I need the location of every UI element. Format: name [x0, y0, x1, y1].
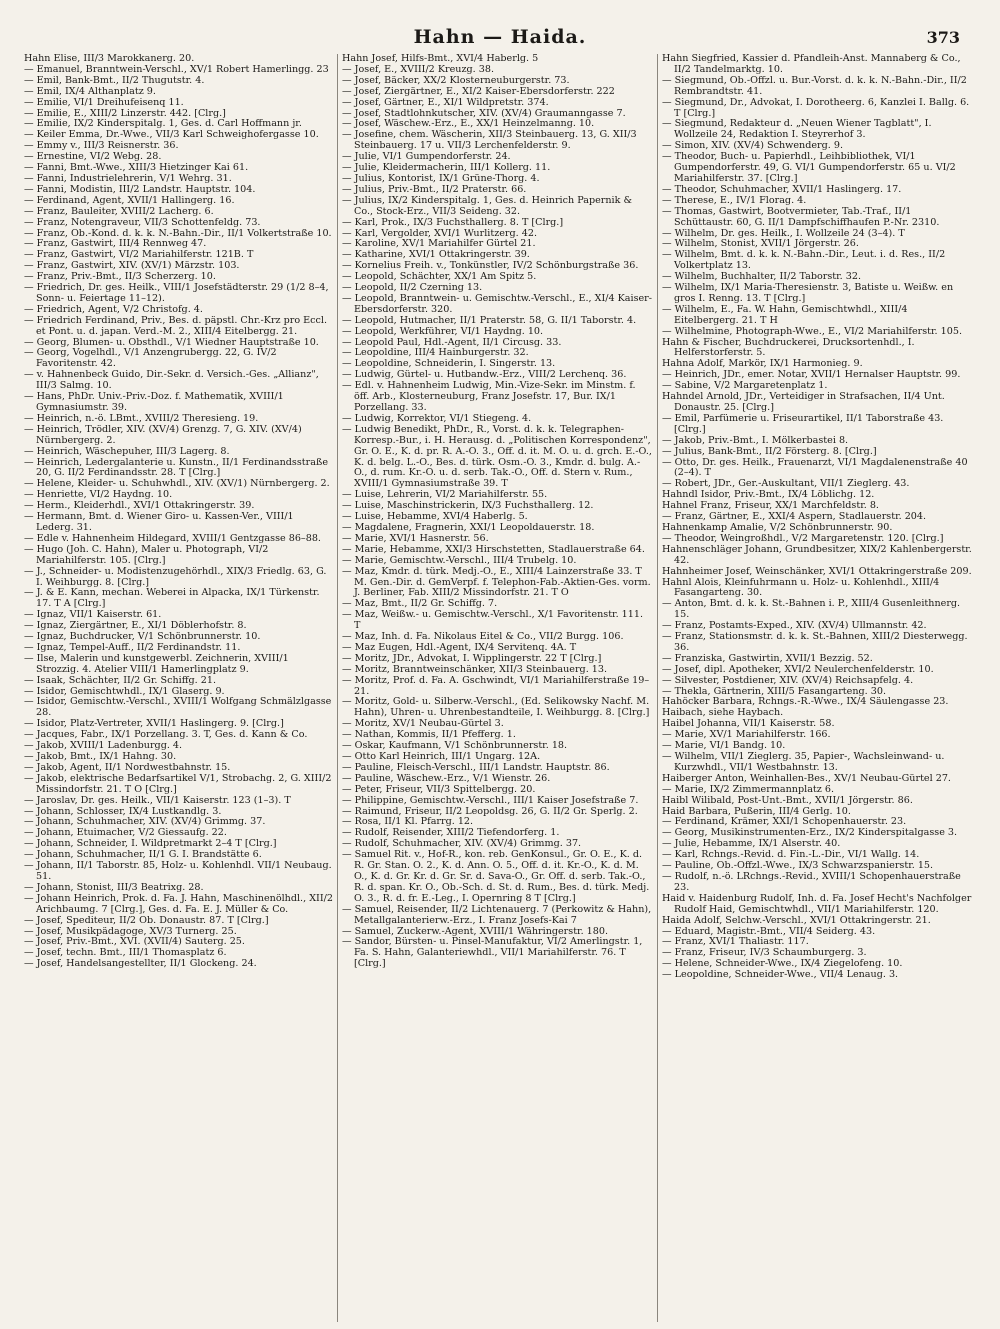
directory-entry: — Karl, Vergolder, XVI/1 Wurlitzerg. 42.: [342, 227, 538, 239]
directory-entry: — Heinrich, n.-ö. LBmt., XVIII/2 Theresieng. 19.: [24, 412, 259, 424]
directory-entry: — Rudolf, n.-ö. LRchngs.-Revid., XVIII/1 Schopenhauerstraße 23.: [662, 870, 961, 893]
directory-entry: — Karl, Rchngs.-Revid. d. Fin.-L.-Dir., VI/1 Wallg. 14.: [662, 849, 920, 861]
directory-entry: — Theodor, Weingroßhdl., V/2 Margaretenstr. 120. [Clrg.]: [662, 532, 944, 544]
directory-entry: — Josef, Ziergärtner, E., XI/2 Kaiser-Ebersdorferstr. 222: [342, 85, 615, 97]
directory-entry: — Jakob, elektrische Bedarfsartikel V/1, Strobachg. 2, G. XIII/2 Missindorfstr. 21. T O [Clrg.]: [24, 772, 332, 795]
directory-entry: — Jaroslav, Dr. ges. Heilk., VII/1 Kaiserstr. 123 (1–3). T: [24, 794, 291, 806]
directory-entry: — Wilhelmine, Photograph-Wwe., E., VI/2 Mariahilferstr. 105.: [662, 325, 963, 337]
directory-entry: — Emmy v., III/3 Reisnerstr. 36.: [24, 140, 179, 152]
directory-entry: Haida Adolf, Selchw.-Verschl., XVI/1 Ottakringerstr. 21.: [662, 914, 931, 926]
directory-entry: — Franz, Postamts-Exped., XIV. (XV/4) Ullmannstr. 42.: [662, 620, 927, 632]
directory-entry: — Moritz, Branntweinschänker, XII/3 Steinbauerg. 13.: [342, 663, 608, 675]
directory-entry: — Jakob, XVIII/1 Ladenburgg. 4.: [24, 740, 183, 752]
directory-entry: — Marie, XV/1 Mariahilferstr. 166.: [662, 729, 831, 741]
directory-entry: — Heinrich, JDr., emer. Notar, XVII/1 Hernalser Hauptstr. 99.: [662, 369, 961, 381]
directory-entry: — Jacques, Fabr., IX/1 Porzellang. 3. T, Ges. d. Kann & Co.: [24, 729, 308, 741]
directory-entry: — Isaak, Schächter, II/2 Gr. Schiffg. 21.: [24, 674, 217, 686]
directory-entry: — Isidor, Gemischtw.-Verschl., XVIII/1 Wolfgang Schmälzlgasse 28.: [24, 696, 332, 719]
directory-entry: — Georg, Blumen- u. Obsthdl., V/1 Wiedner Hauptstraße 10.: [24, 336, 319, 348]
directory-entry: — Isidor, Platz-Vertreter, XVII/1 Haslingerg. 9. [Clrg.]: [24, 718, 284, 730]
directory-entry: Hahn Siegfried, Kassier d. Pfandleih-Anst. Mannaberg & Co., II/2 Tandelmarktg. 10.: [662, 54, 961, 75]
directory-entry: — Samuel, Zuckerw.-Agent, XVIII/1 Währingerstr. 180.: [342, 925, 609, 937]
directory-entry: — Ignaz, Tempel-Auff., II/2 Ferdinandstr. 11.: [24, 641, 241, 653]
directory-entry: — Franz, Notengraveur, VII/3 Schottenfeldg. 73.: [24, 216, 261, 228]
directory-entry: — Josef, dipl. Apotheker, XVI/2 Neulerchenfelderstr. 10.: [662, 663, 934, 675]
directory-entry: — Johann, Schuhmacher, XIV. (XV/4) Grimmg. 37.: [24, 816, 266, 828]
directory-entry: — Kornelius Freih. v., Tonkünstler, IV/2 Schönburgstraße 36.: [342, 260, 639, 272]
directory-entry: — Siegmund, Ob.-Offzl. u. Bur.-Vorst. d. k. k. N.-Bahn.-Dir., II/2 Rembrandtstr. 41.: [662, 74, 967, 97]
directory-entry: — Marie, Gemischtw.-Verschl., III/4 Trubelg. 10.: [342, 554, 577, 566]
directory-entry: — Ignaz, Ziergärtner, E., XI/1 Döblerhofstr. 8.: [24, 620, 247, 632]
column-3: [662, 54, 972, 1322]
directory-entry: — Magdalene, Fragnerin, XXI/1 Leopoldauerstr. 18.: [342, 521, 595, 533]
directory-entry: — Moritz, Prof. d. Fa. A. Gschwindt, VI/1 Mariahilferstraße 19–21.: [342, 674, 650, 697]
directory-entry: — Emanuel, Branntwein-Verschl., XV/1 Robert Hamerlingg. 23: [24, 63, 329, 75]
column-1: [24, 54, 334, 1322]
directory-entry: — Pauline, Ob.-Offzl.-Wwe., IX/3 Schwarzspanierstr. 15.: [662, 860, 934, 872]
directory-entry: — Robert, JDr., Ger.-Auskultant, VII/1 Zieglerg. 43.: [662, 478, 910, 490]
directory-entry: — Ludwig Benedikt, PhDr., R., Vorst. d. k. k. Telegraphen-Korresp.-Bur., i. H. Herausg. d. „Politischen Korrespondenz", Gr. O. E., K. d. pr. R. A.-O. 3., Off. d. it. M. O. u. d. grch. E.-O., K. d. belg. L.-O., Bes. d. türk. Osm.-O. 3., Kmdr. d. bulg. A.-O., d. rum. Kr.-O. u. d. serb. Tak.-O., Off. d. Stern v. Rum., XVIII/1 Gymnasiumstraße 39. T: [342, 423, 652, 490]
directory-entry: — Leopold, Werkführer, VI/1 Haydng. 10.: [342, 325, 544, 337]
directory-entry: — Rudolf, Reisender, XIII/2 Tiefendorferg. 1.: [342, 827, 560, 839]
directory-entry: — Wilhelm, Dr. ges. Heilk., I. Wollzeile 24 (3–4). T: [662, 227, 905, 239]
directory-entry: — Luise, Lehrerin, VI/2 Mariahilferstr. 55.: [342, 489, 548, 501]
directory-entry: — Jakob, Agent, II/1 Nordwestbahnstr. 15.: [24, 761, 231, 773]
directory-entry: — Hans, PhDr. Univ.-Priv.-Doz. f. Mathematik, XVIII/1 Gymnasiumstr. 39.: [24, 391, 284, 413]
directory-entry: — Franz, Gastwirt, III/4 Rennweg 47.: [24, 238, 207, 250]
directory-entry: — Franz, Stationsmstr. d. k. k. St.-Bahnen, XIII/2 Diesterwegg. 36.: [662, 631, 968, 653]
directory-entry: — Wilhelm, E., Fa. W. Hahn, Gemischtwhdl., XIII/4 Eitelbergerg. 21. T H: [662, 303, 908, 326]
directory-entry: — Samuel, Reisender, II/2 Lichtenauerg. 7 (Perkowitz & Hahn), Metallgalanterierw.-Erz., I. Franz Josefs-Kai 7: [342, 903, 652, 926]
directory-entry: — Franz, Gastwirt, XIV. (XV/1) Märzstr. 103.: [24, 260, 240, 272]
directory-entry: Hahna Adolf, Markör, IX/1 Harmonieg. 9.: [662, 358, 863, 370]
directory-entry: — Raimund, Friseur, II/2 Leopoldsg. 26, G. II/2 Gr. Sperlg. 2.: [342, 805, 638, 817]
directory-entry: — Julius, Kontorist, IX/1 Grüne-Thorg. 4.: [342, 172, 540, 184]
directory-entry: — Wilhelm, Bmt. d. k. k. N.-Bahn.-Dir., Leut. i. d. Res., II/2 Volkertplatz 13.: [662, 249, 946, 272]
directory-entry: Hahn Josef, Hilfs-Bmt., XVI/4 Haberlg. 5: [342, 54, 539, 64]
directory-entry: — Edl. v. Hahnenheim Ludwig, Min.-Vize-Sekr. im Minstm. f. öff. Arb., Klosterneuburg, Franz Josefstr. 17, Bur. IX/1 Porzellang. 33.: [342, 380, 636, 413]
directory-entry: — Josef, Stadtlohnkutscher, XIV. (XV/4) Graumanngasse 7.: [342, 107, 626, 119]
directory-entry: — Moritz, JDr., Advokat, I. Wipplingerstr. 22 T [Clrg.]: [342, 652, 602, 664]
directory-entry: — Johann Heinrich, Prok. d. Fa. J. Hahn, Maschinenölhdl., XII/2 Arichbaumg. 7 [Clrg.], Ges. d. Fa. E. J. Müller & Co.: [24, 892, 333, 915]
directory-entry: — Josef, Bäcker, XX/2 Klosterneuburgerstr. 73.: [342, 74, 570, 86]
directory-entry: — Emilie, E., XIII/2 Linzerstr. 442. [Clrg.]: [24, 107, 226, 119]
directory-entry: — Rudolf, Schuhmacher, XIV. (XV/4) Grimmg. 37.: [342, 838, 582, 850]
directory-entry: — Moritz, XV/1 Neubau-Gürtel 3.: [342, 718, 504, 730]
directory-entry: Haid Barbara, Pußerin, III/4 Gerlg. 10.: [662, 805, 851, 817]
directory-entry: — Siegmund, Redakteur d. „Neuen Wiener Tagblatt", I. Wollzeile 24, Redaktion I. Steyrerhof 3.: [662, 118, 932, 141]
directory-entry: Hahn Elise, III/3 Marokkanerg. 20.: [24, 54, 195, 64]
directory-entry: — Fanni, Modistin, III/2 Landstr. Hauptstr. 104.: [24, 183, 256, 195]
directory-entry: — Franz, Friseur, IV/3 Schaumburgerg. 3.: [662, 947, 867, 959]
directory-entry: — Nathan, Kommis, II/1 Pfefferg. 1.: [342, 729, 516, 741]
directory-entry: Hahndel Arnold, JDr., Verteidiger in Strafsachen, II/4 Unt. Donaustr. 25. [Clrg.]: [662, 391, 945, 413]
directory-entry: — Maz, Weißw.- u. Gemischtw.-Verschl., X/1 Favoritenstr. 111. T: [342, 609, 644, 632]
directory-entry: — Josef, Priv.-Bmt., XVI. (XVII/4) Sauterg. 25.: [24, 936, 245, 948]
directory-entry: — Emilie, IX/2 Kinderspitalg. 1, Ges. d. Carl Hoffmann jr.: [24, 118, 302, 130]
directory-entry: — J., Schneider- u. Modistenzugehörhdl., XIX/3 Friedlg. 63, G. I. Weihburgg. 8. [Clrg.]: [24, 565, 327, 588]
directory-entry: — Pauline, Fleisch-Verschl., III/1 Landstr. Hauptstr. 86.: [342, 761, 610, 773]
directory-entry: — Marie, Hebamme, XXI/3 Hirschstetten, Stadlauerstraße 64.: [342, 543, 645, 555]
directory-entry: — Georg, Musikinstrumenten-Erz., IX/2 Kinderspitalgasse 3.: [662, 827, 958, 839]
directory-entry: — Otto, Dr. ges. Heilk., Frauenarzt, VI/1 Magdalenenstraße 40 (2–4). T: [662, 456, 968, 479]
directory-entry: — Leopold, Schächter, XX/1 Am Spitz 5.: [342, 271, 537, 283]
directory-entry: — Ludwig, Korrektor, VI/1 Stiegeng. 4.: [342, 412, 532, 424]
columns-container: [24, 54, 982, 1322]
directory-entry: — Rosa, II/1 Kl. Pfarrg. 12.: [342, 816, 474, 828]
directory-entry: — Franz, Gärtner, E., XXI/4 Aspern, Stadlauerstr. 204.: [662, 511, 927, 523]
directory-entry: — Johann, Schneider, I. Wildpretmarkt 2–4 T [Clrg.]: [24, 838, 277, 850]
directory-entry: — Leopold, Branntwein- u. Gemischtw.-Verschl., E., XI/4 Kaiser-Ebersdorferstr. 320.: [342, 292, 652, 315]
directory-entry: — Sandor, Bürsten- u. Pinsel-Manufaktur, VI/2 Amerlingstr. 1, Fa. S. Hahn, Galanteriewhdl., VII/1 Mariahilferstr. 76. T [Clrg.]: [342, 936, 643, 970]
directory-entry: — Heinrich, Ledergalanterie u. Kunstn., II/1 Ferdinandsstraße 20, G. II/2 Ferdinandsstr. 28. T [Clrg.]: [24, 456, 329, 479]
directory-entry: — Samuel Rit. v., Hof-R., kon. reb. GenKonsul., Gr. O. E., K. d. R. Gr. Stan. O. 2., K. d. Ann. O. 5., Off. d. it. Kr.-O., K. d. M. O., K. d. Gr. Kr. d. Gr. Sr. d. Sava-O., Gr. Off. d. serb. Tak.-O., R. d. span. Kr. O., Ob.-Sch. d. St. d. Rum., Bes. d. türk. Medj. O. 3., R. d. fr. E.-Leg., I. Opernring 8 T [Clrg.]: [342, 849, 650, 904]
directory-entry: — Wilhelm, IX/1 Maria-Theresienstr. 3, Batiste u. Weißw. en gros I. Renng. 13. T [Clrg.]: [662, 282, 954, 304]
directory-entry: — Henriette, VI/2 Haydng. 10.: [24, 489, 173, 501]
directory-entry: — Jakob, Bmt., IX/1 Hahng. 30.: [24, 751, 177, 762]
directory-entry: — Leopold, II/2 Czerning 13.: [342, 282, 483, 294]
directory-entry: — Emilie, VI/1 Dreihufeisenq 11.: [24, 96, 184, 108]
directory-entry: — Ferdinand, Agent, XVII/1 Hallingerg. 16.: [24, 194, 235, 206]
directory-entry: — J. & E. Kann, mechan. Weberei in Alpacka, IX/1 Türkenstr. 17. T A [Clrg.]: [24, 587, 320, 610]
directory-entry: — Ernestine, VI/2 Webg. 28.: [24, 151, 162, 163]
directory-entry: — Wilhelm, Buchhalter, II/2 Taborstr. 32.: [662, 271, 862, 283]
directory-entry: — Wilhelm, Stonist, XVII/1 Jörgerstr. 26.: [662, 238, 859, 250]
directory-entry: — Leopold, Hutmacher, II/1 Praterstr. 58, G. II/1 Taborstr. 4.: [342, 314, 637, 326]
directory-entry: — Josef, Spediteur, II/2 Ob. Donaustr. 87. T [Clrg.]: [24, 914, 269, 926]
directory-entry: — Oskar, Kaufmann, V/1 Schönbrunnerstr. 18.: [342, 740, 568, 752]
directory-entry: Hahnel Franz, Friseur, XX/1 Marchfeldstr. 8.: [662, 500, 879, 512]
directory-entry: — Pauline, Wäschew.-Erz., V/1 Wienstr. 26.: [342, 772, 551, 784]
column-divider: [657, 54, 658, 1322]
directory-entry: — Ilse, Malerin und kunstgewerbl. Zeichnerin, XVIII/1 Strozzig. 4. Atelier VIII/1 Hamerlingplatz 9.: [24, 652, 289, 675]
directory-entry: — Marie, XVI/1 Hasnerstr. 56.: [342, 532, 489, 544]
directory-entry: — Karl, Prok., IX/3 Fuchsthallerg. 8. T [Clrg.]: [342, 216, 564, 228]
directory-entry: Hahöcker Barbara, Rchngs.-R.-Wwe., IX/4 Säulengasse 23.: [662, 696, 949, 708]
column-divider: [337, 54, 338, 1322]
directory-entry: — Josef, Gärtner, E., XI/1 Wildpretstr. 374.: [342, 96, 549, 108]
directory-entry: — Leopoldine, Schneider-Wwe., VII/4 Lenaug. 3.: [662, 969, 899, 981]
directory-entry: — Franziska, Gastwirtin, XVII/1 Bezzig. 52.: [662, 652, 873, 664]
directory-entry: — Helene, Kleider- u. Schuhwhdl., XIV. (XV/1) Nürnbergerg. 2.: [24, 478, 330, 490]
directory-entry: Hahnheimer Josef, Weinschänker, XVI/1 Ottakringerstraße 209.: [662, 565, 972, 577]
directory-entry: — Johann, Stonist, III/3 Beatrixg. 28.: [24, 881, 204, 893]
directory-entry: — Sabine, V/2 Margaretenplatz 1.: [662, 380, 828, 392]
directory-entry: — Herm., Kleiderhdl., XVI/1 Ottakringerstr. 39.: [24, 500, 255, 512]
directory-entry: — Eduard, Magistr.-Bmt., VII/4 Seiderg. 43.: [662, 925, 876, 937]
directory-entry: — Theodor, Schuhmacher, XVII/1 Haslingerg. 17.: [662, 183, 902, 195]
directory-entry: — Leopold Paul, Hdl.-Agent, II/1 Circusg. 33.: [342, 336, 562, 348]
directory-entry: — Josef, Handelsangestellter, II/1 Glockeng. 24.: [24, 958, 257, 970]
directory-entry: — Marie, VI/1 Bandg. 10.: [662, 740, 786, 752]
directory-entry: — Julius, Bank-Bmt., II/2 Försterg. 8. [Clrg.]: [662, 445, 877, 457]
directory-entry: — Julius, Priv.-Bmt., II/2 Praterstr. 66.: [342, 183, 527, 195]
page-title: Hahn — Haida.: [413, 26, 587, 48]
directory-entry: — Johann, II/1 Taborstr. 85, Holz- u. Kohlenhdl. VII/1 Neubaug. 51.: [24, 860, 332, 882]
directory-entry: — Katharine, XVI/1 Ottakringerstr. 39.: [342, 249, 530, 261]
directory-entry: — Maz, Kmdr. d. türk. Medj.-O., E., XIII/4 Lainzerstraße 33. T M. Gen.-Dir. d. GemVerpf. f. Telephon-Fab.-Aktien-Ges. vorm. J. Berliner, Fab. XIII/2 Missindorfstr. 21. T O: [342, 565, 651, 599]
directory-entry: — Edle v. Hahnenheim Hildegard, XVIII/1 Gentzgasse 86–88.: [24, 532, 321, 544]
directory-entry: — Franz, Bauleiter, XVIII/2 Lacherg. 6.: [24, 205, 214, 217]
directory-entry: — Ignaz, VII/1 Kaiserstr. 61.: [24, 609, 162, 621]
directory-entry: — Karoline, XV/1 Mariahilfer Gürtel 21.: [342, 238, 536, 250]
directory-entry: Hahnl Alois, Kleinfuhrmann u. Holz- u. Kohlenhdl., XIII/4 Fasangarteng. 30.: [662, 576, 940, 599]
directory-entry: — Maz, Inh. d. Fa. Nikolaus Eitel & Co., VII/2 Burgg. 106.: [342, 631, 624, 643]
directory-entry: — Friedrich Ferdinand, Priv., Bes. d. päpstl. Chr.-Krz pro Eccl. et Pont. u. d. japan. Verd.-M. 2., XIII/4 Eitelbergg. 21.: [24, 314, 328, 337]
directory-entry: — Franz, Gastwirt, VI/2 Mariahilferstr. 121B. T: [24, 249, 254, 261]
directory-entry: — Helene, Schneider-Wwe., IX/4 Ziegelofeng. 10.: [662, 958, 903, 970]
directory-entry: — Johann, Etuimacher, V/2 Giessaufg. 22.: [24, 827, 227, 839]
directory-entry: Haiberger Anton, Weinhallen-Bes., XV/1 Neubau-Gürtel 27.: [662, 772, 951, 784]
directory-entry: — Wilhelm, VII/1 Zieglerg. 35, Papier-, Wachsleinwand- u. Kurzwhdl., VII/1 Westbahnstr. 13.: [662, 751, 945, 773]
directory-entry: Hahndl Isidor, Priv.-Bmt., IX/4 Löblichg. 12.: [662, 489, 875, 501]
directory-entry: — Josefine, chem. Wäscherin, XII/3 Steinbauerg. 13, G. XII/3 Steinbauerg. 17 u. VII/3 Lerchenfelderstr. 9.: [342, 129, 637, 152]
directory-entry: — Luise, Maschinstrickerin, IX/3 Fuchsthallerg. 12.: [342, 500, 594, 512]
directory-entry: — Julius, IX/2 Kinderspitalg. 1, Ges. d. Heinrich Papernik & Co., Stock-Erz., VII/3 Seideng. 32.: [342, 194, 632, 217]
directory-entry: — Franz, XVI/1 Thaliastr. 117.: [662, 936, 809, 948]
directory-entry: — Thomas, Gastwirt, Bootvermieter, Tab.-Traf., II/1 Schüttaustr. 60, G. II/1 Dampfschiffhaufen P.-Nr. 2310.: [662, 205, 940, 228]
directory-entry: — Julie, Hebamme, IX/1 Alserstr. 40.: [662, 838, 841, 850]
directory-entry: — Therese, E., IV/1 Florag. 4.: [662, 194, 807, 206]
directory-entry: — Fanni, Industrielehrerin, V/1 Wehrg. 31.: [24, 172, 232, 184]
directory-entry: — Josef, techn. Bmt., III/1 Thomasplatz 6.: [24, 947, 227, 959]
directory-entry: — Ferdinand, Krämer, XXI/1 Schopenhauerstr. 23.: [662, 816, 907, 828]
directory-entry: Haibel Johanna, VII/1 Kaiserstr. 58.: [662, 718, 835, 730]
directory-entry: — Julie, VI/1 Gumpendorferstr. 24.: [342, 151, 511, 163]
directory-entry: — Marie, IX/2 Zimmermannplatz 6.: [662, 783, 835, 795]
directory-entry: — Josef, E., XVIII/2 Kreuzg. 38.: [342, 63, 495, 75]
directory-entry: — Franz, Ob.-Kond. d. k. k. N.-Bahn.-Dir., II/1 Volkertstraße 10.: [24, 227, 332, 239]
page-number: 373: [926, 28, 960, 47]
directory-entry: — Leopoldine, Schneiderin, I. Singerstr. 13.: [342, 358, 556, 370]
directory-entry: — Jakob, Priv.-Bmt., I. Mölkerbastei 8.: [662, 434, 849, 446]
directory-entry: Haibach, siehe Haybach.: [662, 707, 784, 719]
directory-entry: Hahn & Fischer, Buchdruckerei, Drucksortenhdl., I. Helferstorferstr. 5.: [662, 336, 915, 359]
directory-entry: — Maz Eugen, Hdl.-Agent, IX/4 Servitenq. 4A. T: [342, 641, 577, 653]
directory-entry: — Moritz, Gold- u. Silberw.-Verschl., (Ed. Selikowsky Nachf. M. Hahn), Uhren- u. Uhrenbestandteile, I. Weihburgg. 8. [Clrg.]: [342, 696, 650, 719]
directory-entry: — Philippine, Gemischtw.-Verschl., III/1 Kaiser Josefstraße 7.: [342, 794, 639, 806]
directory-entry: — Hugo (Joh. C. Hahn), Maler u. Photograph, VI/2 Mariahilferstr. 105. [Clrg.]: [24, 543, 269, 566]
directory-entry: — Emil, Bank-Bmt., II/2 Thugutstr. 4.: [24, 74, 205, 86]
directory-entry: — Friedrich, Agent, V/2 Christofg. 4.: [24, 303, 203, 315]
page-header: [0, 26, 1000, 50]
directory-entry: — Siegmund, Dr., Advokat, I. Dorotheerg. 6, Kanzlei I. Ballg. 6. T [Clrg.]: [662, 96, 970, 119]
directory-entry: — Theodor, Buch- u. Papierhdl., Leihbibliothek, VI/1 Gumpendorferstr. 49, G. VI/1 Gumpendorferstr. 65 u. VI/2 Mariahilferstr. 37. [Clrg.]: [662, 151, 956, 184]
directory-entry: — Leopoldine, III/4 Hainburgerstr. 32.: [342, 347, 529, 359]
directory-entry: — Johann, Schlosser, IX/4 Lustkandlg. 3.: [24, 805, 222, 817]
column-2: [342, 54, 652, 1322]
directory-entry: Hahnenkamp Amalie, V/2 Schönbrunnerstr. 90.: [662, 521, 893, 533]
directory-entry: — Heinrich, Wäschepuher, III/3 Lagerg. 8.: [24, 445, 230, 457]
directory-entry: — Emil, IX/4 Althanplatz 9.: [24, 85, 156, 97]
directory-entry: — Maz, Bmt., II/2 Gr. Schiffg. 7.: [342, 598, 498, 610]
directory-entry: — Hermann, Bmt. d. Wiener Giro- u. Kassen-Ver., VIII/1 Lederg. 31.: [24, 511, 294, 533]
directory-entry: — Peter, Friseur, VII/3 Spittelbergg. 20.: [342, 783, 536, 795]
directory-entry: Hahnenschläger Johann, Grundbesitzer, XIX/2 Kahlenbergerstr. 42.: [662, 543, 972, 566]
directory-entry: — Josef, Wäschew.-Erz., E., XX/1 Heinzelmanng. 10.: [342, 118, 595, 130]
directory-entry: — Friedrich, Dr. ges. Heilk., VIII/1 Josefstädterstr. 29 (1/2 8–4, Sonn- u. Feiertage 11–12).: [24, 282, 329, 304]
directory-entry: — Fanni, Bmt.-Wwe., XIII/3 Hietzinger Kai 61.: [24, 162, 249, 174]
directory-entry: — Silvester, Postdiener, XIV. (XV/4) Reichsapfelg. 4.: [662, 674, 914, 686]
directory-entry: — Otto Karl Heinrich, III/1 Ungarg. 12A.: [342, 751, 541, 762]
directory-entry: — Simon, XIV. (XV/4) Schwenderg. 9.: [662, 140, 844, 152]
directory-entry: — Georg, Vogelhdl., V/1 Anzengrubergg. 22, G. IV/2 Favoritenstr. 42.: [24, 347, 277, 370]
directory-entry: — Anton, Bmt. d. k. k. St.-Bahnen i. P., XIII/4 Gusenleithnerg. 15.: [662, 598, 961, 621]
directory-entry: Haid v. Haidenburg Rudolf, Inh. d. Fa. Josef Hecht's Nachfolger Rudolf Haid, Gemischtwhdl., VII/1 Mariahilferstr. 120.: [662, 892, 972, 915]
directory-entry: — Luise, Hebamme, XVI/4 Haberlg. 5.: [342, 511, 528, 523]
directory-entry: — v. Hahnenbeck Guido, Dir.-Sekr. d. Versich.-Ges. „Allianz", III/3 Salmg. 10.: [24, 369, 319, 392]
directory-entry: — Josef, Musikpädagoge, XV/3 Turnerg. 25.: [24, 925, 237, 937]
directory-entry: Haibl Wilibald, Post-Unt.-Bmt., XVII/1 Jörgerstr. 86.: [662, 794, 913, 806]
directory-entry: — Julie, Kleidermacherin, III/1 Kollerg. 11.: [342, 162, 551, 174]
directory-entry: — Ludwig, Gürtel- u. Hutbandw.-Erz., VIII/2 Lerchenq. 36.: [342, 369, 627, 381]
directory-entry: — Keiler Emma, Dr.-Wwe., VII/3 Karl Schweighofergasse 10.: [24, 129, 319, 141]
directory-entry: — Franz, Priv.-Bmt., II/3 Scherzerg. 10.: [24, 271, 216, 283]
directory-entry: — Emil, Parfümerie u. Friseurartikel, II/1 Taborstraße 43. [Clrg.]: [662, 412, 944, 435]
directory-entry: — Thekla, Gärtnerin, XIII/5 Fasangarteng. 30.: [662, 685, 887, 697]
directory-entry: — Ignaz, Buchdrucker, V/1 Schönbrunnerstr. 10.: [24, 631, 261, 643]
directory-entry: — Johann, Schuhmacher, II/1 G. I. Brandstätte 6.: [24, 849, 262, 861]
directory-entry: — Heinrich, Trödler, XIV. (XV/4) Grenzg. 7, G. XIV. (XV/4) Nürnbergerg. 2.: [24, 423, 302, 446]
directory-entry: — Isidor, Gemischtwhdl., IX/1 Glaserg. 9.: [24, 685, 225, 697]
